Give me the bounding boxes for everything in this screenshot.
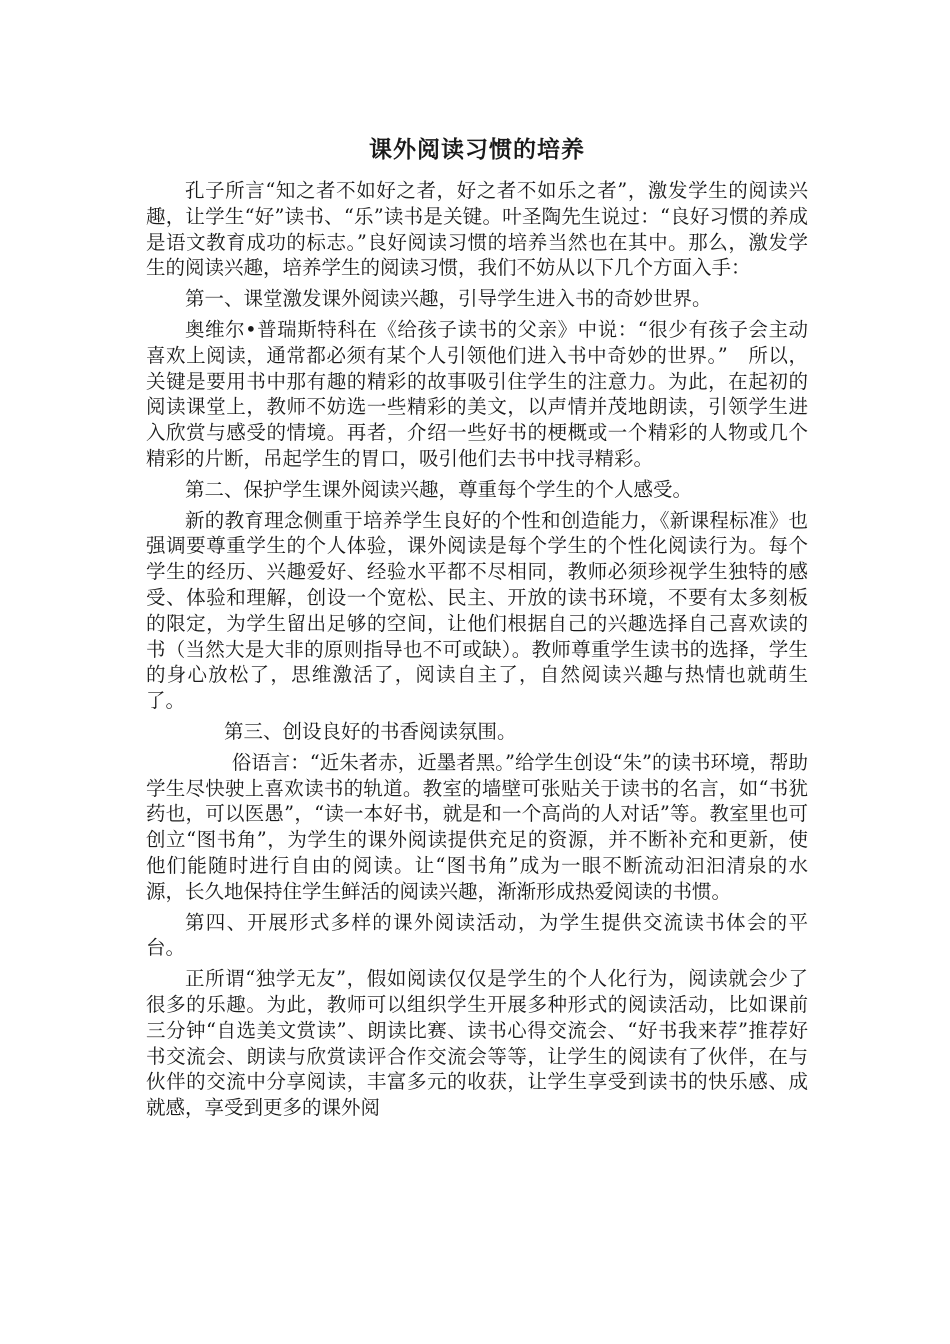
paragraph-section-2: 新的教育理念侧重于培养学生良好的个性和创造能力，《新课程标准》也强调要尊重学生的个人体验，课外阅读是每个学生的个性化阅读行为。每个学生的经历、兴趣爱好、经验水平都不尽相同，教师必须珍视学生独特的感受、体验和理解，创设一个宽松、民主、开放的读书环境，不要有太多刻板的限定，为学生留出足够的空间，让他们根据自己的兴趣选择自己喜欢读的书（当然大是大非的原则指导也不可或缺）。教师尊重学生读书的选择，学生的身心放松了，思维激活了，阅读自主了，自然阅读兴趣与热情也就萌生了。 <box>146 508 808 713</box>
paragraph-section-3: 俗语言：“近朱者赤，近墨者黑。”给学生创设“朱”的读书环境，帮助学生尽快驶上喜欢读书的轨道。教室的墙壁可张贴关于读书的名言，如“书犹药也，可以医愚”，“读一本好书，就是和一个高尚的人对话”等。教室里也可创立“图书角”，为学生的课外阅读提供充足的资源，并不断补充和更新，使他们能随时进行自由的阅读。让“图书角”成为一眼不断流动汩汩清泉的水源，长久地保持住学生鲜活的阅读兴趣，渐渐形成热爱阅读的书惯。 <box>146 750 808 903</box>
document-title: 课外阅读习惯的培养 <box>369 136 585 163</box>
paragraph-section-4: 正所谓“独学无友”，假如阅读仅仅是学生的个人化行为，阅读就会少了很多的乐趣。为此，教师可以组织学生开展多种形式的阅读活动，比如课前三分钟“自选美文赏读”、朗读比赛、读书心得交流会、“好书我来荐”推荐好书交流会、朗读与欣赏读评合作交流会等等，让学生的阅读有了伙伴，在与伙伴的交流中分享阅读，丰富多元的收获，让学生享受到读书的快乐感、成就感，享受到更多的课外阅 <box>146 967 808 1120</box>
section-heading-3: 第三、创设良好的书香阅读氛围。 <box>224 719 517 743</box>
document-page <box>146 128 808 1121</box>
paragraph-section-1: 奥维尔•普瑞斯特科在《给孩子读书的父亲》中说：“很少有孩子会主动喜欢上阅读，通常都必须有某个人引领他们进入书中奇妙的世界。” 所以，关键是要用书中那有趣的精彩的故事吸引住学生的注意力。为此，在起初的阅读课堂上，教师不妨选一些精彩的美文，以声情并茂地朗读，引领学生进入欣赏与感受的情境。再者，介绍一些好书的梗概或一个精彩的人物或几个精彩的片断，吊起学生的胃口，吸引他们去书中找寻精彩。 <box>146 317 808 470</box>
paragraph-intro: 孔子所言“知之者不如好之者，好之者不如乐之者”，激发学生的阅读兴趣，让学生“好”读书、“乐”读书是关键。叶圣陶先生说过：“良好习惯的养成是语文教育成功的标志。”良好阅读习惯的培养当然也在其中。那么，激发学生的阅读兴趣，培养学生的阅读习惯，我们不妨从以下几个方面入手： <box>146 179 808 280</box>
section-heading-2: 第二、保护学生课外阅读兴趣，尊重每个学生的个人感受。 <box>185 477 693 501</box>
section-heading-1: 第一、课堂激发课外阅读兴趣，引导学生进入书的奇妙世界。 <box>185 287 712 311</box>
section-heading-4: 第四、开展形式多样的课外阅读活动，为学生提供交流读书体会的平台。 <box>146 910 808 960</box>
